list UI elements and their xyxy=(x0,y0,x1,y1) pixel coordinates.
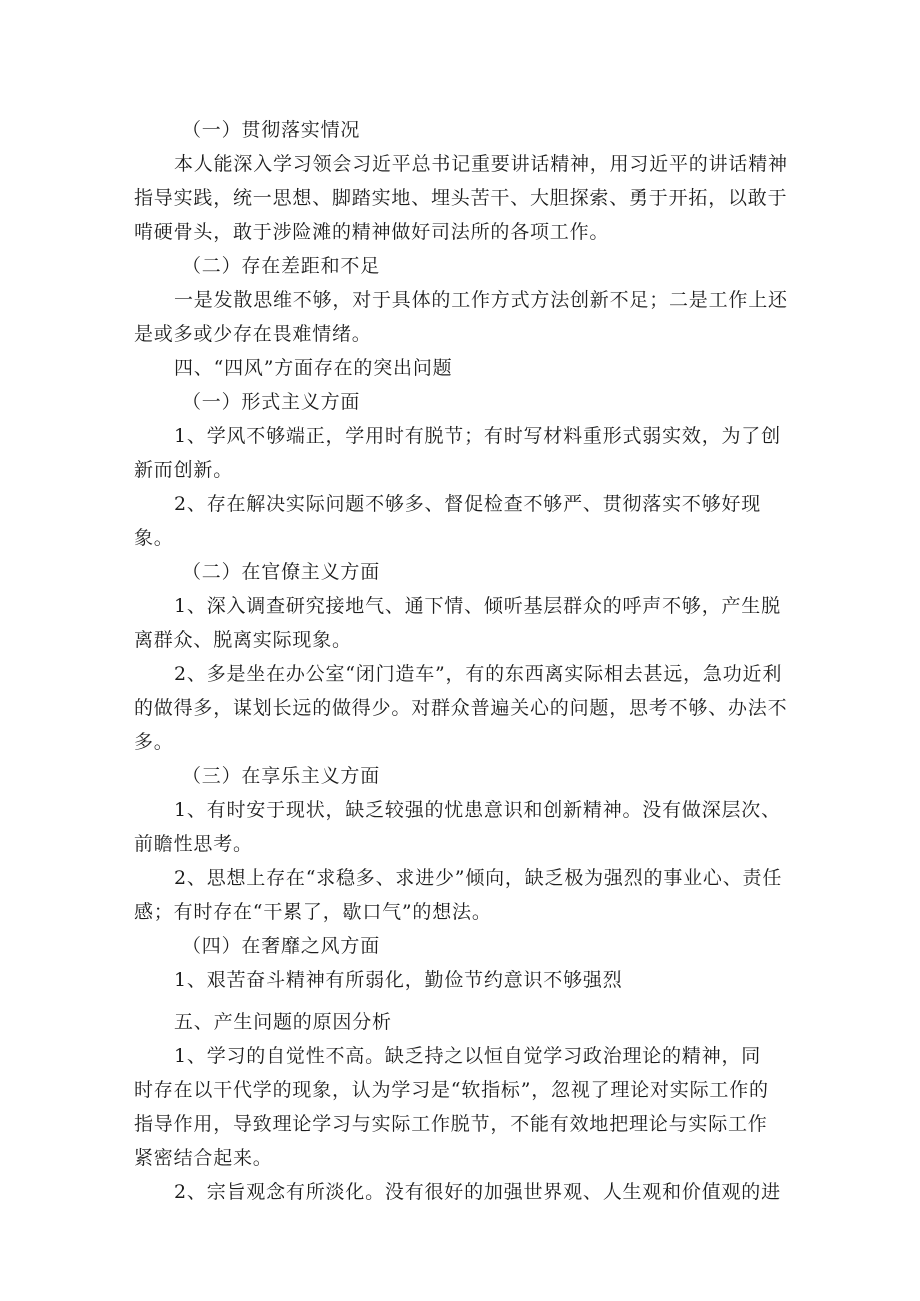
paragraph: 本人能深入学习领会习近平总书记重要讲话精神，用习近平的讲话精神指导实践，统一思想、脚踏实地、埋头苦干、大胆探索、勇于开拓，以敢于啃硬骨头，敢于涉险滩的精神做好司法所的各项工作。 xyxy=(134,153,788,243)
list-item: 2、存在解决实际问题不够多、督促检查不够严、贯彻落实不够好现象。 xyxy=(134,493,762,549)
list-item: 1、艰苦奋斗精神有所弱化，勤俭节约意识不够强烈 xyxy=(174,969,623,991)
list-item: 1、有时安于现状，缺乏较强的忧患意识和创新精神。没有做深层次、前瞻性思考。 xyxy=(134,799,781,855)
list-item: 1、学习的自觉性不高。缺乏持之以恒自觉学习政治理论的精神，同时存在以干代学的现象，认为学习是“软指标”，忽视了理论对实际工作的指导作用，导致理论学习与实际工作脱节，不能有效地把理论与实际工作紧密结合起来。 xyxy=(134,1045,769,1169)
section-heading: （三）在享乐主义方面 xyxy=(182,765,381,787)
list-item: 2、多是坐在办公室“闭门造车”，有的东西离实际相去甚远，急功近利的做得多，谋划长远的做得少。对群众普遍关心的问题，思考不够、办法不多。 xyxy=(134,663,788,753)
section-heading: （一）形式主义方面 xyxy=(182,391,361,413)
document-body xyxy=(134,113,794,1209)
list-item: 2、宗旨观念有所淡化。没有很好的加强世界观、人生观和价值观的进 xyxy=(174,1181,781,1203)
paragraph-gap xyxy=(134,997,794,1005)
list-item: 1、深入调查研究接地气、通下情、倾听基层群众的呼声不够，产生脱离群众、脱离实际现象。 xyxy=(134,595,781,651)
paragraph: 一是发散思维不够，对于具体的工作方式方法创新不足；二是工作上还是或多或少存在畏难情绪。 xyxy=(134,289,788,345)
list-item: 1、学风不够端正，学用时有脱节；有时写材料重形式弱实效，为了创新而创新。 xyxy=(134,425,781,481)
section-heading: （四）在奢靡之风方面 xyxy=(182,935,381,957)
list-item: 2、思想上存在“求稳多、求进少”倾向，缺乏极为强烈的事业心、责任感；有时存在“干累了，歇口气”的想法。 xyxy=(134,867,783,923)
section-heading: （二）存在差距和不足 xyxy=(182,255,381,277)
chapter-heading: 四、“四风”方面存在的突出问题 xyxy=(174,357,453,379)
section-heading: （二）在官僚主义方面 xyxy=(182,561,381,583)
section-heading: （一）贯彻落实情况 xyxy=(182,119,361,141)
chapter-heading: 五、产生问题的原因分析 xyxy=(174,1011,392,1033)
